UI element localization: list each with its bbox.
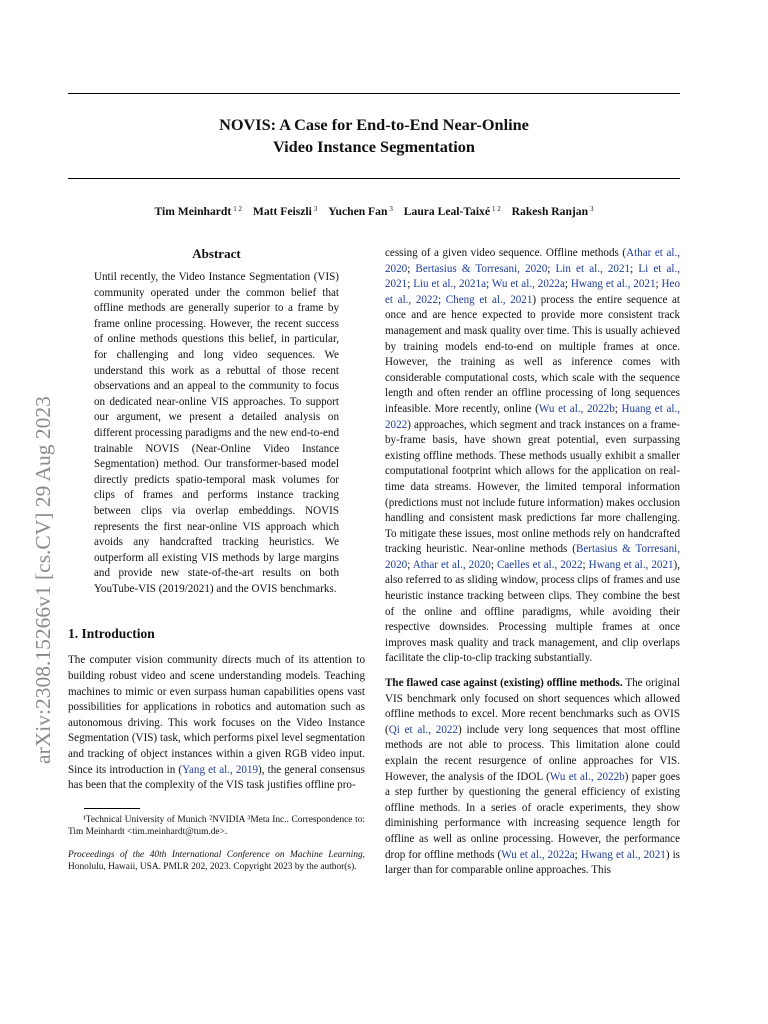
title-line-1: NOVIS: A Case for End-to-End Near-Online: [219, 115, 529, 134]
text-run: The computer vision community directs much of its attention to building robust video and scene understanding models. Teaching machines to mimic or even surpass human capabilities opens vast possibilities for applications in robotics and automation such as autonomous driving. This work focuses on the Video Instance Segmentation (VIS) task, which performs pixel level segmentation and tracking of object instances within a given RGB video input. Since its introduction in (: [68, 654, 365, 776]
author: [328, 205, 393, 218]
author-name: Tim Meinhardt: [154, 205, 232, 218]
introduction-heading: 1. Introduction: [68, 626, 155, 642]
proceedings-venue: Proceedings of the 40th International Conference on Machine Learning: [68, 849, 363, 860]
citation-link[interactable]: Lin et al., 2021: [555, 262, 631, 275]
title-line-2: Video Instance Segmentation: [272, 137, 475, 156]
author: [404, 205, 501, 218]
author-affiliation: 3: [590, 205, 594, 213]
abstract-heading: Abstract: [192, 246, 241, 261]
body-paragraph: The flawed case against (existing) offline methods. The original VIS benchmark only focused on short sequences which allowed offline methods to excel. More recent benchmarks such as OVIS (Qi et al., 2022) include very long sequences that most offline methods are not able to process. This limitation alone could explain the recent resurgence of online approaches for VIS. However, the analysis of the IDOL (Wu et al., 2022b) paper goes a step further by questioning the general efficiency of existing offline methods. In a series of oracle experiments, they show diminishing performance with increasing sequence length for offline as well as online processing. However, the performance drop for offline methods (Wu et al., 2022a; Hwang et al., 2021) is larger than for comparable online approaches. This: [385, 677, 681, 877]
text-run: ) include very long sequences that most offline methods are not able to process. This limitation alone could explain the recent resurgence of online approaches for VIS. However, the analysis of the IDOL (: [385, 723, 680, 783]
author-name: Yuchen Fan: [328, 205, 388, 218]
citation-link[interactable]: Athar et al., 2020: [412, 558, 491, 571]
proceedings-note: [68, 849, 365, 874]
citation-link[interactable]: Huang et al., 2022: [385, 402, 681, 431]
affiliation-footnote: ¹Technical University of Munich ²NVIDIA ³Meta Inc.. Correspondence to: Tim Meinhardt <tim.meinhardt@tum.de>.: [68, 814, 365, 838]
author-affiliation: 1 2: [233, 205, 242, 213]
body-paragraph: cessing of a given video sequence. Offline methods (Athar et al., 2020; Bertasius & Torresani, 2020; Lin et al., 2021; Li et al., 2021; Liu et al., 2021a; Wu et al., 2022a; Hwang et al., 2021; Heo et al., 2022; Cheng et al., 2021) process the entire sequence at once and are hence expected to provide more consistent track management and mask quality over time. This is usually achieved by training models end-to-end on multiple frames at once. However, the training as well as inference comes with considerable computational costs, which scale with the sequence length and often render an offline processing of long sequences infeasible. More recently, online (Wu et al., 2022b; Huang et al., 2022) approaches, which segment and track instances on a frame-by-frame basis, have shown great potential, even surpassing existing offline methods. These methods usually exhibit a smaller computational footprint which allows for the application on real-time data streams. However, the limited temporal information (predictions must not include future information) makes occlusion handling and consistent mask predictions far more challenging. To mitigate these issues, most online methods rely on handcrafted tracking heuristic. Near-online methods (Bertasius & Torresani, 2020; Athar et al., 2020; Caelles et al., 2022; Hwang et al., 2021), also referred to as sliding window, process clips of frames and use heuristic instance tracking between clips. They combine the best of the online and offline paradigms, while avoiding their respective downsides. Processing multiple frames at once improves mask quality and track management, and clip overlaps facilitate the clip-to-clip tracking substantially.: [385, 247, 681, 665]
title-bottom-rule: [68, 178, 680, 179]
introduction-paragraph: [68, 653, 365, 793]
citation-link[interactable]: Wu et al., 2022b: [538, 402, 615, 415]
left-column: [68, 246, 365, 874]
citation-link[interactable]: Bertasius & Torresani, 2020: [415, 262, 548, 275]
right-column: [385, 246, 680, 879]
text-run: ) approaches, which segment and track instances on a frame-by-frame basis, have shown great potential, even surpassing existing offline methods. These methods usually exhibit a smaller computational footprint which allows for the application on real-time data streams. However, the limited temporal information (predictions must not include future information) makes occlusion handling and consistent mask predictions far more challenging. To mitigate these issues, most online methods rely on handcrafted tracking heuristic. Near-online methods (: [385, 418, 680, 556]
title-top-rule: [68, 93, 680, 94]
citation-link[interactable]: Wu et al., 2022a: [501, 848, 575, 861]
citation-link[interactable]: Qi et al., 2022: [388, 723, 458, 736]
arxiv-identifier-stamp: arXiv:2308.15266v1 [cs.CV] 29 Aug 2023: [31, 396, 55, 764]
citation-link[interactable]: Caelles et al., 2022: [496, 558, 583, 571]
text-run: ) is larger than for comparable online approaches. This: [385, 848, 680, 877]
citation-link[interactable]: Heo et al., 2022: [385, 278, 680, 306]
author-name: Laura Leal-Taixé: [403, 205, 491, 218]
text-run: The original VIS benchmark only focused on short sequences which allowed offline methods to excel. More recent benchmarks such as OVIS (: [385, 677, 680, 736]
text-run: cessing of a given video sequence. Offline methods (: [385, 247, 627, 259]
text-run: ) process the entire sequence at once and are hence expected to provide more consistent track management and mask quality over time. This is usually achieved by training models end-to-end on multiple frames at once. However, the training as well as inference comes with considerable computational costs, which scale with the sequence length and often render an offline processing of long sequences infeasible. More recently, online (: [385, 293, 681, 415]
author: [253, 205, 317, 218]
author-name: Rakesh Ranjan: [511, 205, 589, 218]
paper-title: [68, 114, 680, 158]
paragraph-gap: [385, 667, 680, 676]
citation-link[interactable]: Li et al., 2021: [385, 262, 681, 291]
citation-link[interactable]: Hwang et al., 2021: [580, 848, 666, 861]
abstract-text: Until recently, the Video Instance Segmentation (VIS) community operated under the common belief that offline methods are generally superior to a frame by frame online processing. However, the recent success of online methods questions this belief, in particular, for challenging and long video sequences. We understand this work as a rebuttal of those recent observations and an appeal to the community to focus on dedicated near-online VIS approaches. To support our argument, we present a detailed analysis on different processing paradigms and the new end-to-end trainable NOVIS (Near-Online Video Instance Segmentation) method. Our transformer-based model directly predicts spatio-temporal mask volumes for clips of frames and performs instance tracking between clips via overlap embeddings. NOVIS represents the first near-online VIS approach which avoids any handcrafted tracking heuristics. We outperform all existing VIS methods by large margins and provide new state-of-the-art results on both YouTube-VIS (2019/2021) and the OVIS benchmarks.: [94, 271, 339, 595]
author: [154, 205, 242, 218]
author-affiliation: 3: [313, 205, 318, 213]
citation-link[interactable]: Hwang et al., 2021: [588, 558, 674, 571]
author-list: [68, 205, 680, 218]
footnote-rule: [84, 808, 140, 809]
citation-link[interactable]: Athar et al., 2020: [385, 247, 680, 275]
author-name: Matt Feiszli: [252, 205, 312, 218]
author-affiliation: 3: [389, 205, 393, 213]
citation-link[interactable]: Wu et al., 2022b: [549, 770, 625, 783]
text-run: ) paper goes a step further by questioning the general efficiency of existing offline methods. In a series of oracle experiments, they show diminishing performance with increasing sequence length for offline as well as online processing. However, the performance drop for offline methods (: [385, 770, 681, 861]
citation-link[interactable]: Hwang et al., 2021: [570, 278, 656, 291]
citation-link[interactable]: Yang et al., 2019: [182, 763, 259, 776]
proceedings-details: , Honolulu, Hawaii, USA. PMLR 202, 2023. Copyright 2023 by the author(s).: [68, 849, 365, 873]
citation-link[interactable]: Cheng et al., 2021: [445, 293, 533, 306]
text-run: ), also referred to as sliding window, process clips of frames and use heuristic instance tracking between clips. They combine the best of the online and offline paradigms, while avoiding their respective downsides. Processing multiple frames at once improves mask quality and track management, and clip overlaps facilitate the clip-to-clip tracking substantially.: [385, 558, 681, 665]
author-affiliation: 1 2: [492, 205, 501, 213]
paragraph-heading: The flawed case against (existing) offline methods.: [385, 677, 623, 690]
text-run: ), the general consensus has been that the complexity of the VIS task justifies offline pro-: [68, 763, 365, 792]
citation-link[interactable]: Bertasius & Torresani, 2020: [385, 543, 680, 571]
author: [512, 205, 594, 218]
citation-link[interactable]: Wu et al., 2022a: [491, 278, 565, 291]
citation-link[interactable]: Liu et al., 2021a: [413, 278, 487, 291]
